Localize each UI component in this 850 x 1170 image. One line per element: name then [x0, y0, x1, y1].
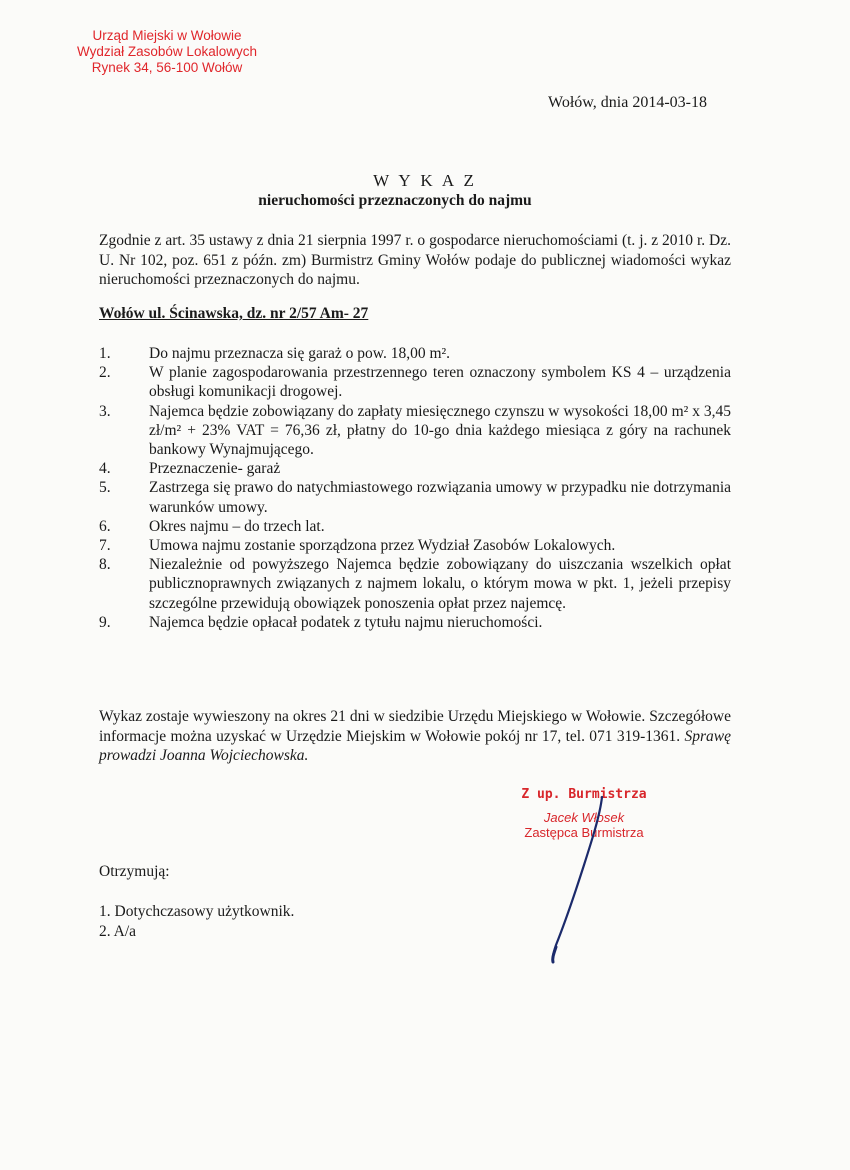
- item-number: 2.: [99, 364, 111, 382]
- intro-paragraph: Zgodnie z art. 35 ustawy z dnia 21 sierpnia 1997 r. o gospodarce nieruchomościami (t. j. z 2010 r. Dz. U. Nr 102, poz. 651 z późn. zm) Burmistrz Gminy Wołów podaje do publicznej wiadomości wykaz nieruchomości przeznaczonych do najmu.: [99, 232, 731, 288]
- item-text: Najemca będzie zobowiązany do zapłaty miesięcznego czynszu w wysokości 18,00 m² x 3,45 zł/m² + 23% VAT = 76,36 zł, płatny do 10-go dnia każdego miesiąca z góry na rachunek bankowy Wynajmującego.: [149, 402, 731, 459]
- handwritten-signature: [540, 795, 610, 965]
- document-date: Wołów, dnia 2014-03-18: [548, 94, 707, 111]
- office-name: Urząd Miejski w Wołowie: [92, 28, 242, 43]
- closing-paragraph: [99, 707, 731, 766]
- item-text: W planie zagospodarowania przestrzennego teren oznaczony symbolem KS 4 – urządzenia obsługi komunikacji drogowej.: [149, 364, 731, 401]
- item-text: Niezależnie od powyższego Najemca będzie zobowiązany do uiszczania wszelkich opłat publicznoprawnych związanych z najmem lokalu, o którym mowa w pkt. 1, jeżeli przepisy szczególne przewidują obowiązek ponoszenia opłat przez najemcę.: [149, 556, 731, 612]
- item-text: Najemca będzie opłacał podatek z tytułu najmu nieruchomości.: [149, 613, 543, 631]
- stamp-authority: Z up. Burmistrza: [521, 787, 647, 802]
- item-number: 1.: [99, 345, 111, 362]
- item-number: 3.: [99, 402, 111, 420]
- stamp-signer-title: Zastępca Burmistrza: [524, 825, 644, 840]
- item-text: Do najmu przeznacza się garaż o pow. 18,00 m².: [149, 345, 451, 362]
- item-text: Przeznaczenie- garaż: [149, 460, 281, 478]
- conditions-list: [99, 344, 731, 632]
- list-item: [99, 363, 731, 401]
- closing-text: Wykaz zostaje wywieszony na okres 21 dni w siedzibie Urzędu Miejskiego w Wołowie. Szczegółowe informacje można uzyskać w Urzędzie Miejskim w Wołowie pokój nr 17, tel. 071 319-1361.: [99, 708, 731, 745]
- list-item: [99, 613, 731, 632]
- recipients-list: [99, 902, 294, 941]
- item-text: Zastrzega się prawo do natychmiastowego rozwiązania umowy w przypadku nie dotrzymania warunków umowy.: [149, 479, 731, 516]
- list-item: [99, 517, 731, 536]
- item-number: 8.: [99, 556, 111, 574]
- recipients-label: Otrzymują:: [99, 863, 170, 880]
- office-header-stamp: [72, 28, 262, 76]
- case-handler-note: Sprawę prowadzi Joanna Wojciechowska.: [99, 727, 731, 764]
- item-number: 9.: [99, 613, 111, 631]
- list-item: [99, 555, 731, 613]
- list-item: [99, 536, 731, 555]
- list-item: 1. Dotychczasowy użytkownik.: [99, 903, 295, 920]
- list-item: [99, 459, 731, 478]
- item-number: 7.: [99, 537, 111, 555]
- list-item: [99, 344, 731, 363]
- list-item: [99, 402, 731, 460]
- office-address: Rynek 34, 56-100 Wołów: [91, 60, 243, 75]
- item-text: Okres najmu – do trzech lat.: [149, 517, 325, 535]
- stamp-signer-name: Jacek Włosek: [543, 810, 625, 825]
- list-item: [99, 478, 731, 516]
- item-text: Umowa najmu zostanie sporządzona przez Wydział Zasobów Lokalowych.: [149, 537, 616, 555]
- item-number: 5.: [99, 479, 111, 497]
- document-title: W Y K A Z: [373, 171, 477, 190]
- item-number: 4.: [99, 460, 111, 478]
- department-name: Wydział Zasobów Lokalowych: [77, 44, 257, 59]
- item-number: 6.: [99, 517, 111, 535]
- document-subtitle: nieruchomości przeznaczonych do najmu: [258, 192, 532, 209]
- property-subject: Wołów ul. Ścinawska, dz. nr 2/57 Am- 27: [99, 305, 369, 322]
- list-item: 2. A/a: [99, 922, 137, 940]
